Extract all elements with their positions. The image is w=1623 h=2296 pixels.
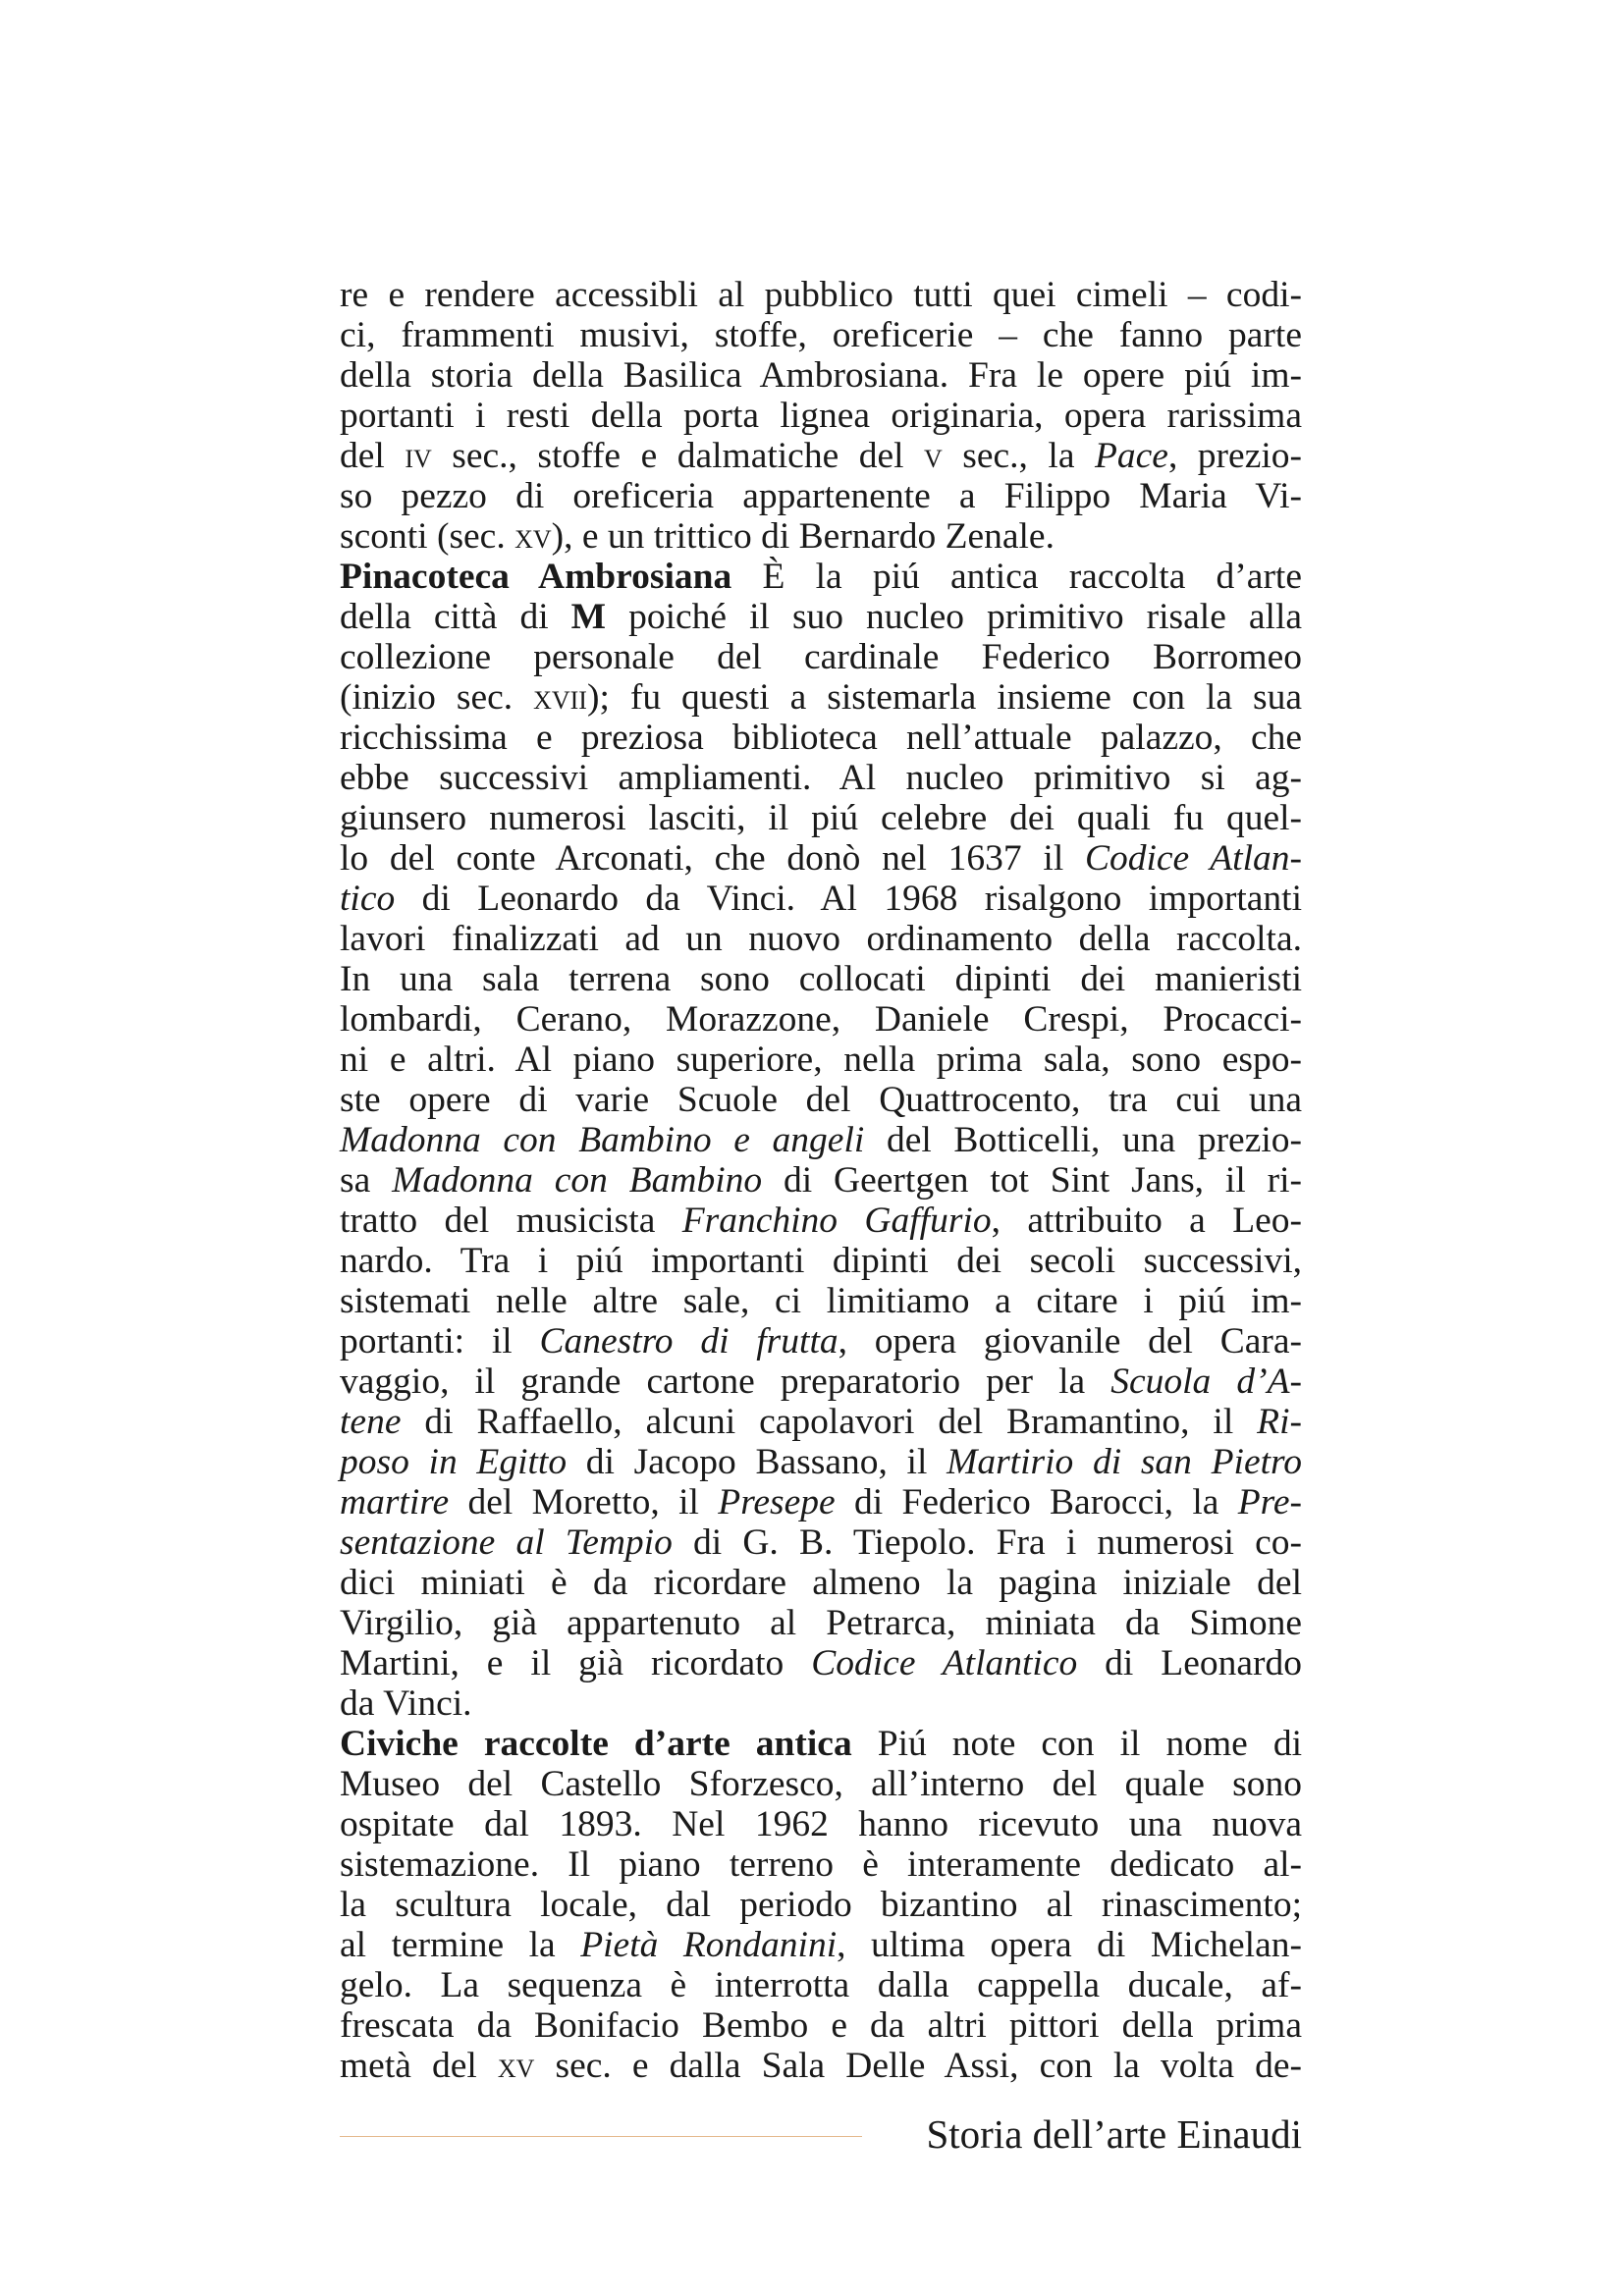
text-line: collezione personale del cardinale Federico Borromeo bbox=[340, 637, 1302, 677]
text-line: poso in Egitto di Jacopo Bassano, il Martirio di san Pietro bbox=[340, 1442, 1302, 1482]
text-line: ni e altri. Al piano superiore, nella prima sala, sono espo- bbox=[340, 1040, 1302, 1080]
text-line: metà del xv sec. e dalla Sala Delle Assi, con la volta de- bbox=[340, 2046, 1302, 2086]
page-footer bbox=[340, 2107, 1302, 2165]
footer-rule bbox=[340, 2136, 862, 2137]
page-body bbox=[340, 275, 1302, 2086]
text-line: lombardi, Cerano, Morazzone, Daniele Crespi, Procacci- bbox=[340, 999, 1302, 1040]
text-line: sentazione al Tempio di G. B. Tiepolo. Fra i numerosi co- bbox=[340, 1522, 1302, 1563]
text-line: sconti (sec. xv), e un trittico di Bernardo Zenale. bbox=[340, 516, 1055, 557]
text-line: tene di Raffaello, alcuni capolavori del Bramantino, il Ri- bbox=[340, 1402, 1302, 1442]
text-line: lo del conte Arconati, che donò nel 1637 il Codice Atlan- bbox=[340, 838, 1302, 879]
text-line: Virgilio, già appartenuto al Petrarca, miniata da Simone bbox=[340, 1603, 1302, 1643]
text-line: sistemati nelle altre sale, ci limitiamo a citare i piú im- bbox=[340, 1281, 1302, 1321]
text-line: ospitate dal 1893. Nel 1962 hanno ricevuto una nuova bbox=[340, 1804, 1302, 1844]
text-line: della storia della Basilica Ambrosiana. Fra le opere piú im- bbox=[340, 355, 1302, 396]
text-line: la scultura locale, dal periodo bizantino al rinascimento; bbox=[340, 1885, 1302, 1925]
text-line: ebbe successivi ampliamenti. Al nucleo primitivo si ag- bbox=[340, 758, 1302, 798]
footer-title: Storia dell’arte Einaudi bbox=[926, 2111, 1302, 2157]
heading-pinacoteca-ambrosiana: Pinacoteca Ambrosiana bbox=[340, 557, 732, 597]
text-line: Museo del Castello Sforzesco, all’interno del quale sono bbox=[340, 1764, 1302, 1804]
text-line: dici miniati è da ricordare almeno la pagina iniziale del bbox=[340, 1563, 1302, 1603]
text-line: vaggio, il grande cartone preparatorio per la Scuola d’A- bbox=[340, 1362, 1302, 1402]
text-line: della città di M poiché il suo nucleo primitivo risale alla bbox=[340, 597, 1303, 637]
section-heading-civiche: Civiche raccolte d’arte antica Piú note con il nome di bbox=[340, 1724, 1302, 1764]
text-line: lavori finalizzati ad un nuovo ordinamento della raccolta. bbox=[340, 919, 1302, 959]
text-line: tico di Leonardo da Vinci. Al 1968 risalgono importanti bbox=[340, 879, 1302, 919]
text-line: del iv sec., stoffe e dalmatiche del v sec., la Pace, prezio- bbox=[340, 436, 1302, 476]
text-line: ricchissima e preziosa biblioteca nell’attuale palazzo, che bbox=[340, 718, 1302, 758]
text-line: (inizio sec. xvii); fu questi a sistemarla insieme con la sua bbox=[340, 677, 1302, 718]
text-line: frescata da Bonifacio Bembo e da altri pittori della prima bbox=[340, 2005, 1302, 2046]
text-line: re e rendere accessibli al pubblico tutti quei cimeli – codi- bbox=[340, 275, 1302, 315]
text-line: gelo. La sequenza è interrotta dalla cappella ducale, af- bbox=[340, 1965, 1302, 2005]
text-line: sistemazione. Il piano terreno è interamente dedicato al- bbox=[340, 1844, 1302, 1885]
text-line: portanti i resti della porta lignea originaria, opera rarissima bbox=[340, 396, 1302, 436]
text-line: ste opere di varie Scuole del Quattrocento, tra cui una bbox=[340, 1080, 1302, 1120]
text-line: portanti: il Canestro di frutta, opera giovanile del Cara- bbox=[340, 1321, 1302, 1362]
text-line: In una sala terrena sono collocati dipinti dei manieristi bbox=[340, 959, 1302, 999]
heading-civiche-raccolte: Civiche raccolte d’arte antica bbox=[340, 1724, 852, 1764]
text-line: da Vinci. bbox=[340, 1683, 472, 1724]
section-heading-pinacoteca: Pinacoteca Ambrosiana È la piú antica raccolta d’arte bbox=[340, 557, 1302, 597]
text-line: Martini, e il già ricordato Codice Atlantico di Leonardo bbox=[340, 1643, 1302, 1683]
text-line: giunsero numerosi lasciti, il piú celebre dei quali fu quel- bbox=[340, 798, 1302, 838]
text-line: sa Madonna con Bambino di Geertgen tot Sint Jans, il ri- bbox=[340, 1160, 1302, 1201]
text-line: martire del Moretto, il Presepe di Federico Barocci, la Pre- bbox=[340, 1482, 1302, 1522]
text-line: nardo. Tra i piú importanti dipinti dei secoli successivi, bbox=[340, 1241, 1302, 1281]
text-line: Madonna con Bambino e angeli del Botticelli, una prezio- bbox=[340, 1120, 1302, 1160]
text-line: ci, frammenti musivi, stoffe, oreficerie – che fanno parte bbox=[340, 315, 1302, 355]
text-line: tratto del musicista Franchino Gaffurio, attribuito a Leo- bbox=[340, 1201, 1302, 1241]
text-line: al termine la Pietà Rondanini, ultima opera di Michelan- bbox=[340, 1925, 1302, 1965]
text-line: so pezzo di oreficeria appartenente a Filippo Maria Vi- bbox=[340, 476, 1302, 516]
